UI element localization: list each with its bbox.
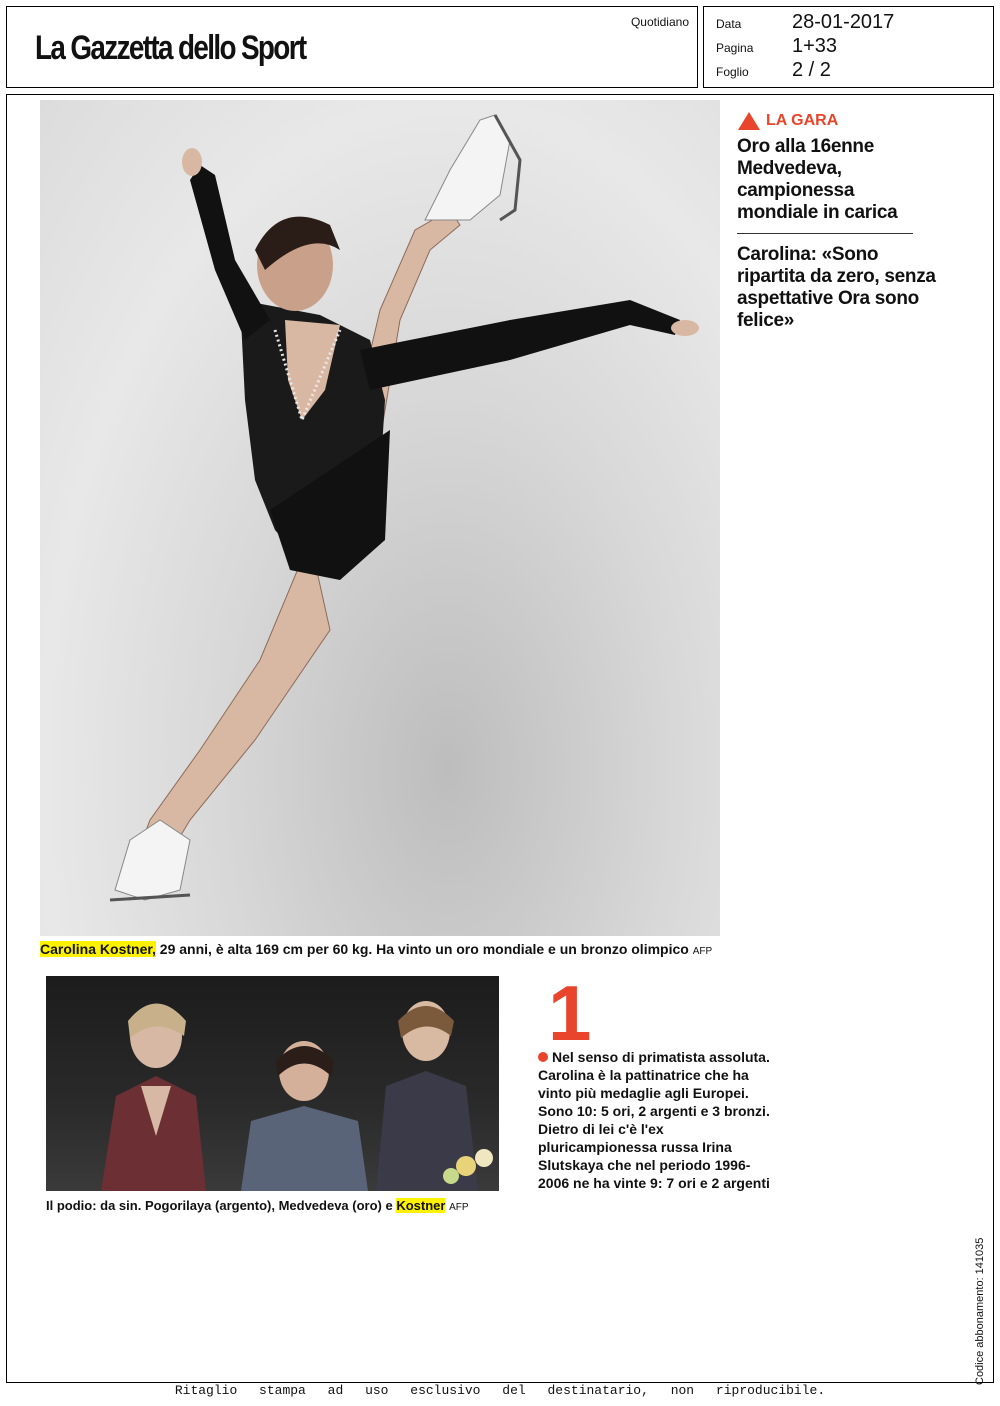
footer-notice: Ritaglio stampa ad uso esclusivo del destinatario, non riproducibile.: [174, 1383, 826, 1398]
caption-text: 29 anni, è alta 169 cm per 60 kg. Ha vinto un oro mondiale e un bronzo olimpico: [155, 941, 689, 957]
meta-page-value: 1+33: [792, 35, 838, 57]
meta-date: Data 28-01-2017: [716, 11, 895, 33]
headline: Oro alla 16enne Medvedeva, campionessa mondiale in carica: [737, 136, 898, 223]
meta-sheet: Foglio 2 / 2: [716, 59, 831, 81]
bullet-dot-icon: [538, 1052, 548, 1062]
skater-photo: [40, 100, 720, 936]
pull-quote: Carolina: «Sono ripartita da zero, senza aspettative Ora sono felice»: [737, 244, 936, 331]
triangle-icon: [738, 112, 760, 130]
stat-text: Nel senso di primatista assoluta. Carolina è la pattinatrice che ha vinto più medaglie agli Europei. Sono 10: 5 ori, 2 argenti e 3 bronzi. Dietro di lei c'è l'ex pluricampionessa russa Irina Slutskaya che nel periodo 1996-2006 ne ha vinte 9: 7 ori e 2 argenti: [538, 1049, 770, 1191]
main-photo-caption: [40, 941, 712, 957]
metadata-box: [703, 6, 994, 88]
publication-type: Quotidiano: [630, 15, 689, 29]
section-tag-label: LA GARA: [766, 112, 839, 129]
stat-number: 1: [548, 969, 592, 1057]
podium-caption: Il podio: da sin. Pogorilaya (argento), Medvedeva (oro) e Kostner AFP: [46, 1198, 469, 1213]
divider: [737, 233, 913, 234]
meta-date-value: 28-01-2017: [792, 11, 895, 33]
caption-highlight-name: Kostner: [396, 1198, 446, 1213]
masthead-box: [6, 6, 698, 88]
newspaper-logo: La Gazzetta dello Sport: [35, 29, 306, 67]
meta-sheet-value: 2 / 2: [792, 59, 831, 81]
caption-highlight-name: Carolina Kostner,: [40, 941, 156, 957]
photo-credit: AFP: [449, 1202, 469, 1213]
meta-page: Pagina 1+33: [716, 35, 838, 57]
subscription-code: Codice abbonamento: 141035: [974, 1237, 986, 1385]
photo-credit: AFP: [692, 946, 713, 957]
podium-photo: [46, 976, 499, 1191]
section-tag: [738, 112, 838, 130]
stat-text-block: [538, 1048, 778, 1192]
